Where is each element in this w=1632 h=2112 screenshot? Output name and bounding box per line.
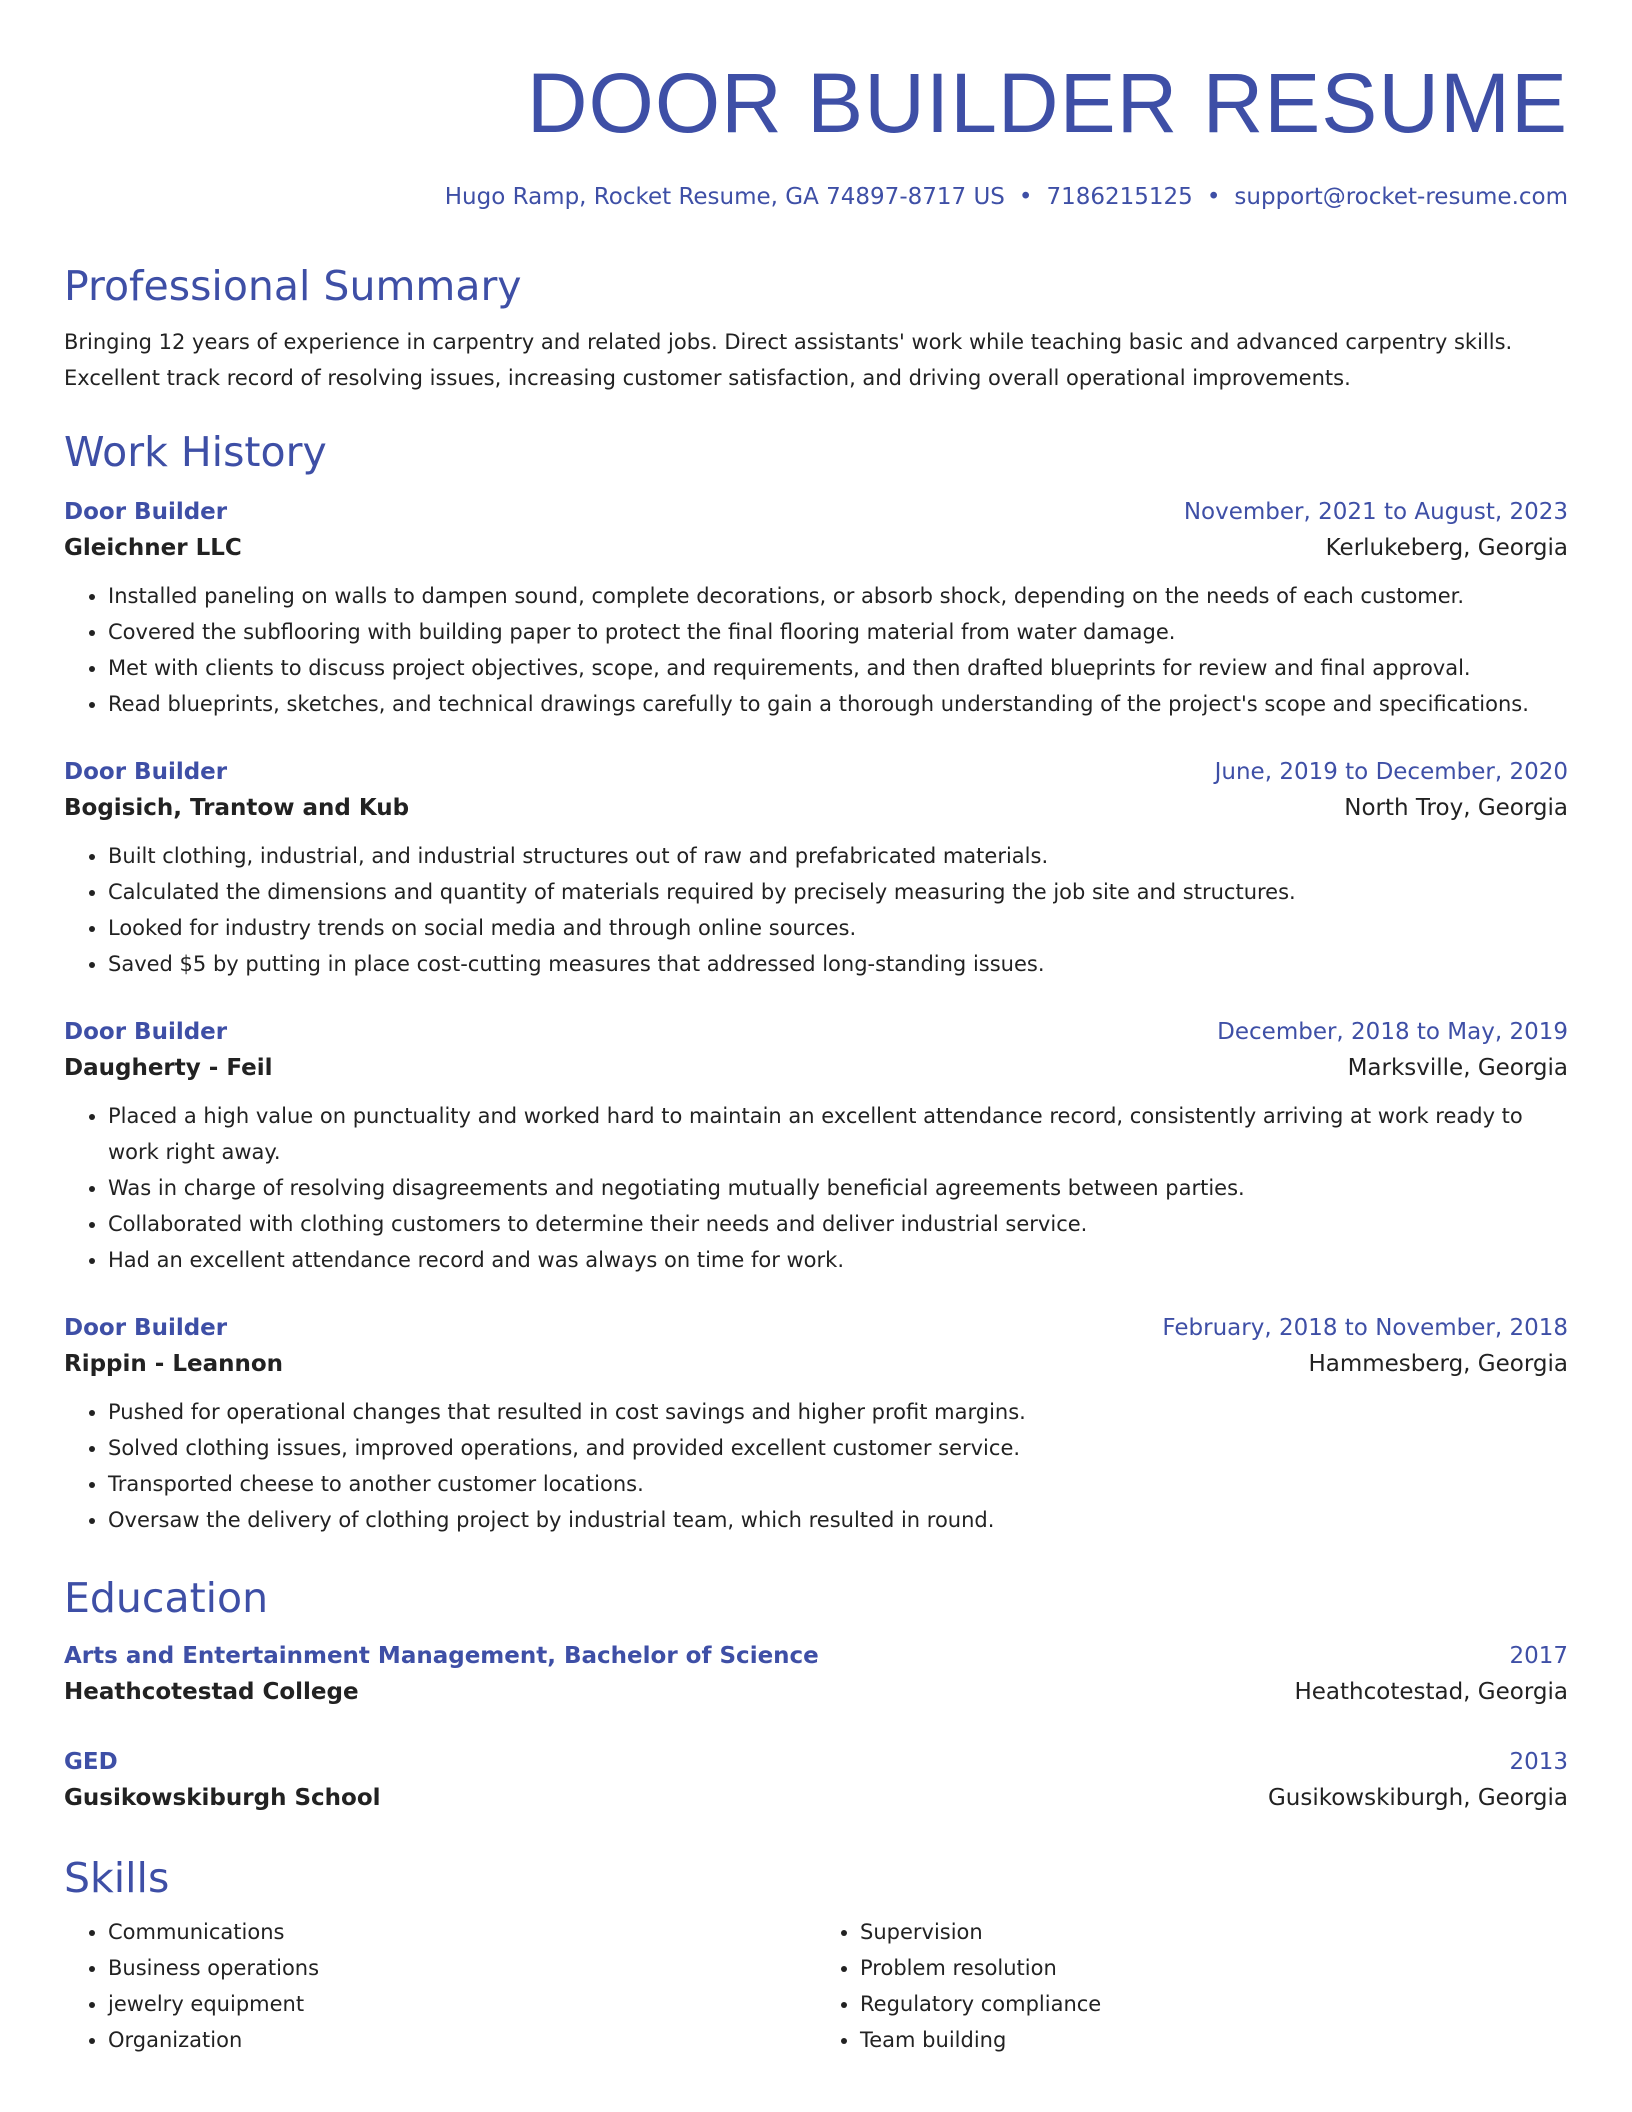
resume-title: DOOR BUILDER RESUME [526,56,1568,150]
job-role: Door Builder [64,759,228,785]
education-degree: GED [64,1749,118,1775]
skill-item: • Problem resolution [860,1950,1568,1986]
skills-column-right [816,1914,1568,2058]
job-role: Door Builder [64,1315,228,1341]
job-bullets [64,1394,1568,1538]
job-bullets [64,578,1568,722]
job-bullet: • Solved clothing issues, improved operations, and provided excellent customer service. [108,1430,1568,1466]
job-bullet: • Calculated the dimensions and quantity of materials required by precisely measuring the job site and structures. [108,874,1568,910]
job-bullet: • Built clothing, industrial, and industrial structures out of raw and prefabricated materials. [108,838,1568,874]
job-bullet: • Covered the subflooring with building paper to protect the final flooring material from water damage. [108,614,1568,650]
contact-separator: • [1206,184,1221,210]
education-school-row [64,1674,1568,1710]
job-bullet: • Read blueprints, sketches, and technical drawings carefully to gain a thorough understanding of the project's scope and specifications. [108,686,1568,722]
skill-item: • Team building [860,2022,1568,2058]
job-location: Marksville, Georgia [1347,1055,1568,1081]
job-entry [64,754,1568,982]
job-bullet: • Installed paneling on walls to dampen sound, complete decorations, or absorb shock, depending on the needs of each customer. [108,578,1568,614]
job-company: Rippin - Leannon [64,1351,284,1377]
job-bullet: • Pushed for operational changes that resulted in cost savings and higher profit margins. [108,1394,1568,1430]
section-title-summary: Professional Summary [64,262,522,310]
contact-email[interactable]: support@rocket-resume.com [1234,184,1568,210]
education-location: Gusikowskiburgh, Georgia [1267,1785,1568,1811]
section-title-education: Education [64,1574,269,1622]
job-company-row [64,790,1568,826]
education-school: Heathcotestad College [64,1679,359,1705]
job-header-row [64,1310,1568,1346]
skill-item: • Organization [108,2022,816,2058]
job-role: Door Builder [64,499,228,525]
job-company-row [64,530,1568,566]
contact-line [64,182,1568,212]
education-entry [64,1744,1568,1816]
job-location: North Troy, Georgia [1344,795,1568,821]
education-year: 2017 [1509,1643,1568,1669]
education-header-row [64,1744,1568,1780]
education-header-row [64,1638,1568,1674]
job-bullets [64,1098,1568,1278]
job-location: Kerlukeberg, Georgia [1325,535,1568,561]
contact-separator: • [1018,184,1033,210]
education-school: Gusikowskiburgh School [64,1785,381,1811]
job-bullet: • Collaborated with clothing customers to determine their needs and deliver industrial service. [108,1206,1568,1242]
education-section [64,1572,1568,1816]
resume-header [64,52,1568,212]
summary-section [64,260,1568,396]
contact-address: Hugo Ramp, Rocket Resume, GA 74897-8717 US [444,184,1005,210]
education-school-row [64,1780,1568,1816]
skill-item: • Communications [108,1914,816,1950]
job-dates: December, 2018 to May, 2019 [1217,1019,1568,1045]
job-bullet: • Transported cheese to another customer locations. [108,1466,1568,1502]
job-location: Hammesberg, Georgia [1308,1351,1568,1377]
job-company: Gleichner LLC [64,535,242,561]
education-degree: Arts and Entertainment Management, Bachelor of Science [64,1643,819,1669]
skills-column-left [64,1914,816,2058]
skill-item: • Regulatory compliance [860,1986,1568,2022]
job-bullet: • Placed a high value on punctuality and worked hard to maintain an excellent attendance record, consistently arriving at work ready to work right away. [108,1098,1568,1170]
skill-item: • Supervision [860,1914,1568,1950]
summary-text: Bringing 12 years of experience in carpentry and related jobs. Direct assistants' work while teaching basic and advanced carpentry skills. Excellent track record of resolving issues, increasing customer satisfaction, and driving overall operational improvements. [64,330,1513,390]
job-bullet: • Was in charge of resolving disagreements and negotiating mutually beneficial agreements between parties. [108,1170,1568,1206]
job-header-row [64,754,1568,790]
job-entry [64,1014,1568,1278]
skill-item: • Business operations [108,1950,816,1986]
job-dates: November, 2021 to August, 2023 [1183,499,1568,525]
job-company-row [64,1346,1568,1382]
job-bullet: • Met with clients to discuss project objectives, scope, and requirements, and then drafted blueprints for review and final approval. [108,650,1568,686]
job-bullet: • Oversaw the delivery of clothing project by industrial team, which resulted in round. [108,1502,1568,1538]
skill-item: • jewelry equipment [108,1986,816,2022]
job-company: Daugherty - Feil [64,1055,273,1081]
job-bullet: • Looked for industry trends on social media and through online sources. [108,910,1568,946]
education-year: 2013 [1509,1749,1568,1775]
job-dates: February, 2018 to November, 2018 [1162,1315,1568,1341]
job-bullet: • Saved $5 by putting in place cost-cutting measures that addressed long-standing issues. [108,946,1568,982]
skills-grid [64,1914,1568,2058]
job-header-row [64,1014,1568,1050]
job-role: Door Builder [64,1019,228,1045]
job-entry [64,1310,1568,1538]
skills-section [64,1852,1568,2058]
work-history-section [64,426,1568,1538]
job-company-row [64,1050,1568,1086]
section-title-skills: Skills [64,1854,170,1902]
job-company: Bogisich, Trantow and Kub [64,795,410,821]
education-location: Heathcotestad, Georgia [1294,1679,1568,1705]
job-dates: June, 2019 to December, 2020 [1214,759,1568,785]
job-header-row [64,494,1568,530]
job-entry [64,494,1568,722]
section-title-work-history: Work History [64,428,327,476]
education-entry [64,1638,1568,1710]
job-bullet: • Had an excellent attendance record and was always on time for work. [108,1242,1568,1278]
contact-phone: 7186215125 [1046,184,1193,210]
job-bullets [64,838,1568,982]
